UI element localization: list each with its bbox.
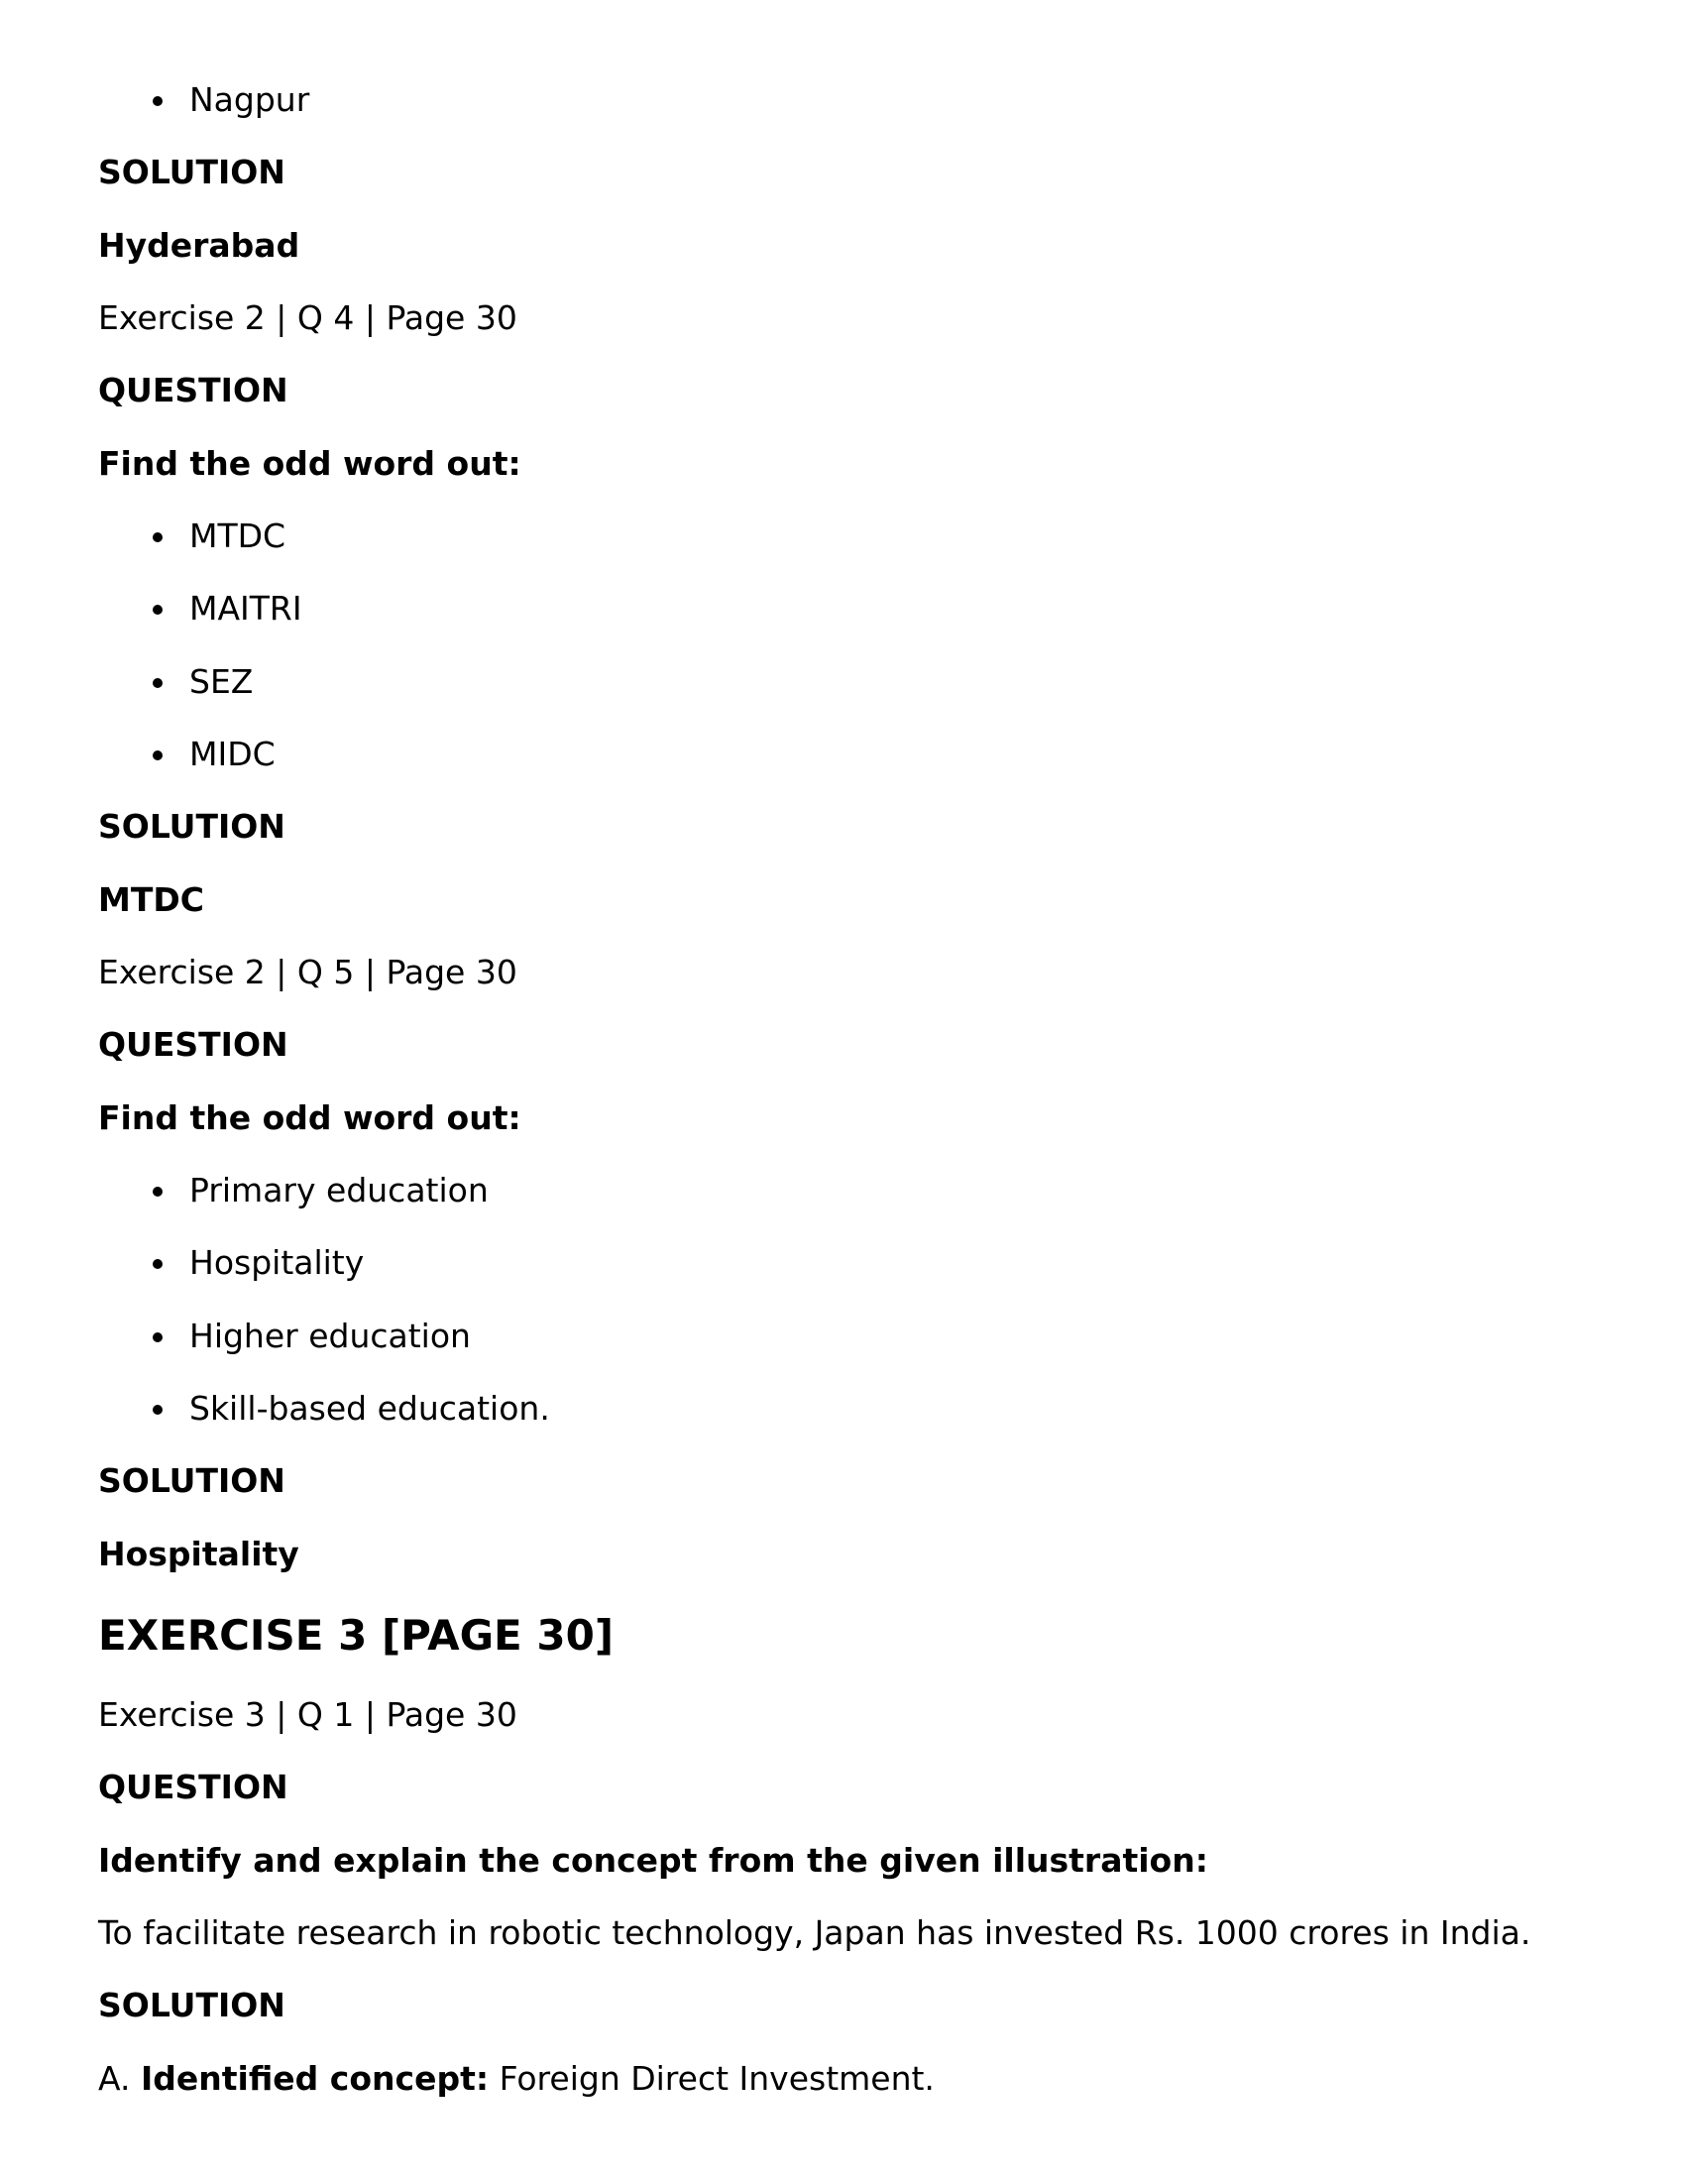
answer-text: Foreign Direct Investment.	[499, 2059, 935, 2098]
solution-label: SOLUTION	[98, 1986, 285, 2024]
solution-label: SOLUTION	[98, 1461, 285, 1500]
list-item: Nagpur	[189, 80, 310, 119]
answer-label: Identified concept:	[140, 2059, 490, 2098]
option-item: MAITRI	[189, 589, 302, 628]
answer-prefix: A.	[98, 2059, 131, 2098]
question-reference: Exercise 2 | Q 4 | Page 30	[98, 298, 517, 337]
solution-answer: Hospitality	[98, 1535, 299, 1573]
option-item: MIDC	[189, 735, 276, 773]
question-reference: Exercise 2 | Q 5 | Page 30	[98, 953, 517, 991]
option-item: Higher education	[189, 1317, 471, 1355]
option-item: MTDC	[189, 517, 286, 555]
solution-label: SOLUTION	[98, 153, 285, 191]
question-prompt: Identify and explain the concept from the given illustration:	[98, 1841, 1208, 1880]
solution-answer: MTDC	[98, 880, 204, 919]
option-item: Skill-based education.	[189, 1389, 550, 1428]
question-reference: Exercise 3 | Q 1 | Page 30	[98, 1695, 517, 1734]
question-label: QUESTION	[98, 1768, 288, 1806]
option-item: SEZ	[189, 662, 254, 701]
question-label: QUESTION	[98, 1025, 288, 1064]
question-prompt: Find the odd word out:	[98, 444, 521, 483]
section-heading: EXERCISE 3 [PAGE 30]	[98, 1611, 615, 1660]
solution-answer: Hyderabad	[98, 226, 300, 265]
illustration-text: To facilitate research in robotic technology, Japan has invested Rs. 1000 crores in India.	[98, 1913, 1531, 1952]
question-label: QUESTION	[98, 371, 288, 409]
solution-answer	[98, 2059, 935, 2099]
solution-label: SOLUTION	[98, 807, 285, 846]
option-item: Primary education	[189, 1171, 489, 1209]
question-prompt: Find the odd word out:	[98, 1098, 521, 1137]
option-item: Hospitality	[189, 1243, 365, 1282]
